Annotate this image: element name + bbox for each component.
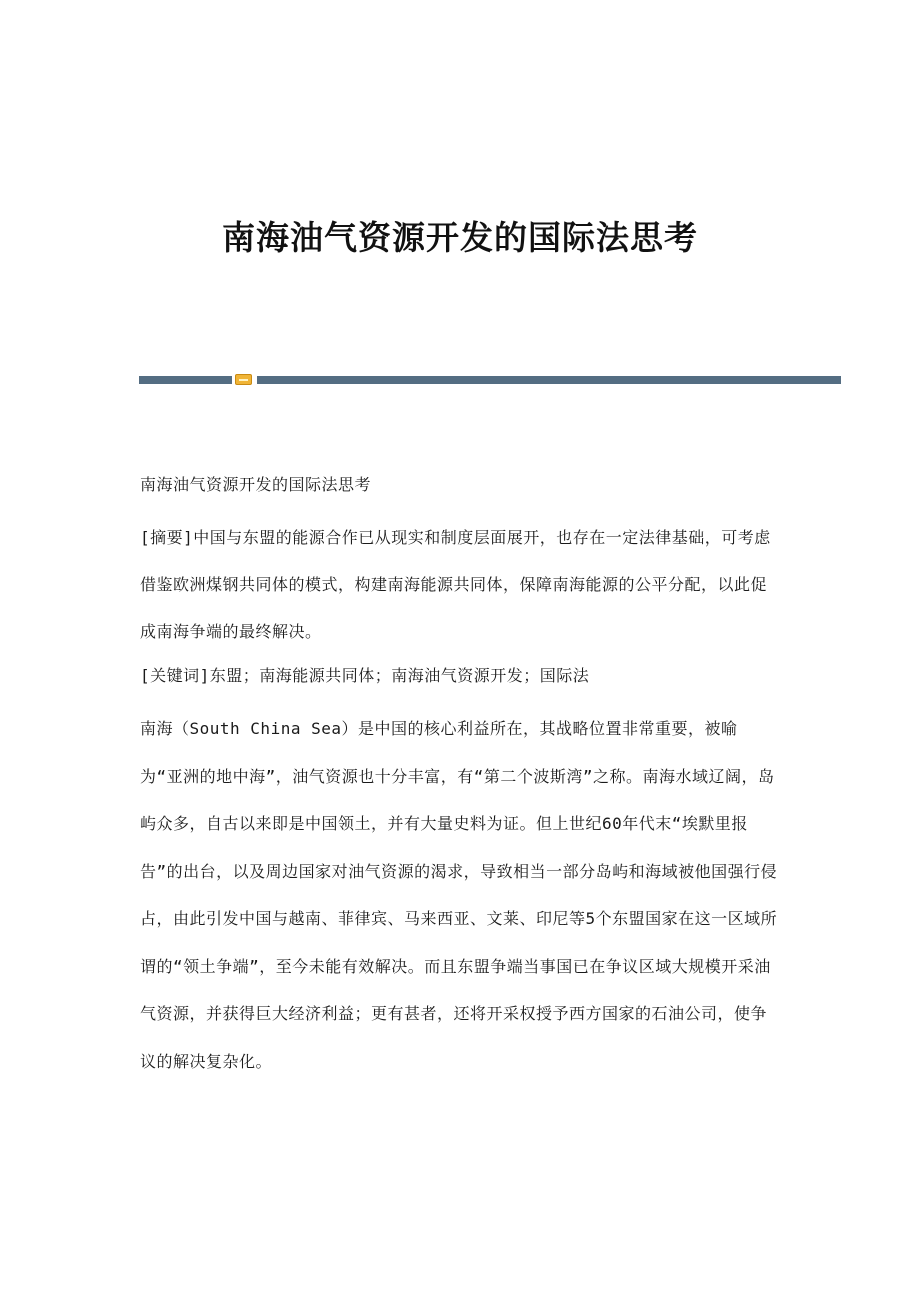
title-divider	[139, 374, 841, 386]
document-subtitle: 南海油气资源开发的国际法思考	[140, 475, 372, 494]
divider-bar-right	[257, 376, 841, 384]
body-paragraph: 南海（South China Sea）是中国的核心利益所在，其战略位置非常重要，被喻为“亚洲的地中海”，油气资源也十分丰富，有“第二个波斯湾”之称。南海水域辽阔，岛屿众多，自古以来即是中国领土，并有大量史料为证。但上世纪60年代末“埃默里报告”的出台，以及周边国家对油气资源的渴求，导致相当一部分岛屿和海域被他国强行侵占，由此引发中国与越南、菲律宾、马来西亚、文莱、印尼等5个东盟国家在这一区域所谓的“领土争端”，至今未能有效解决。而且东盟争端当事国已在争议区域大规模开采油气资源，并获得巨大经济利益；更有甚者，还将开采权授予西方国家的石油公司，使争议的解决复杂化。	[140, 719, 778, 1071]
document-title: 南海油气资源开发的国际法思考	[222, 218, 698, 257]
abstract-paragraph: [摘要]中国与东盟的能源合作已从现实和制度层面展开，也存在一定法律基础，可考虑借鉴欧洲煤钢共同体的模式，构建南海能源共同体，保障南海能源的公平分配，以此促成南海争端的最终解决。	[140, 528, 771, 641]
divider-bar-left	[139, 376, 232, 384]
keywords-paragraph: [关键词]东盟；南海能源共同体；南海油气资源开发；国际法	[140, 666, 590, 685]
document-body	[140, 470, 780, 1103]
divider-marker-icon	[235, 374, 252, 385]
